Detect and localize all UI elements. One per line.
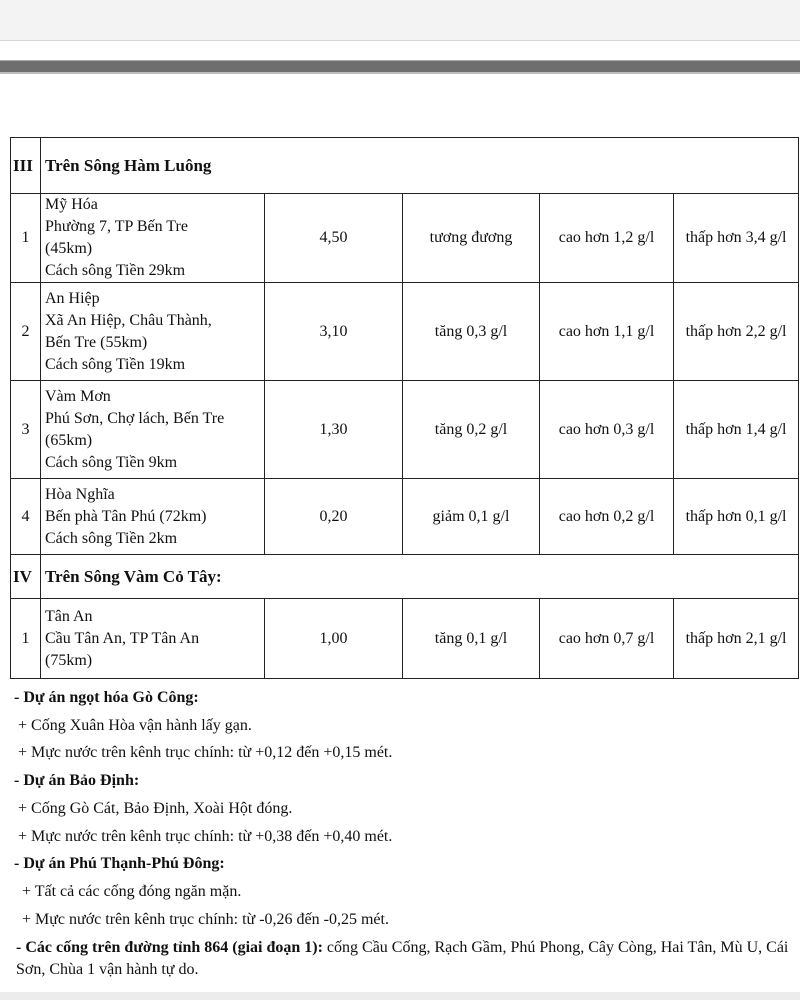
comparison-2: thấp hơn 1,4 g/l — [674, 381, 799, 479]
station-location — [41, 283, 265, 381]
row-number: 1 — [11, 194, 41, 283]
location-line: Cách sông Tiền 9km — [45, 453, 178, 471]
change-value: giảm 0,1 g/l — [403, 479, 540, 555]
route-864-heading: - Các cống trên đường tỉnh 864 (giai đoạn 1): — [16, 939, 323, 957]
route-864-text: cống Cầu Cống, Rạch Gầm, Phú Phong, Cây Còng, Hai Tân, Mù U, Cái Sơn, Chùa 1 vận hành tự do. — [16, 939, 789, 979]
change-value: tăng 0,1 g/l — [403, 599, 540, 679]
location-line: Xã An Hiệp, Châu Thành, — [45, 311, 212, 329]
change-value: tăng 0,3 g/l — [403, 283, 540, 381]
table-row — [11, 381, 799, 479]
comparison-1: cao hơn 1,1 g/l — [540, 283, 674, 381]
location-line: Phường 7, TP Bến Tre — [45, 218, 188, 235]
route-864-paragraph — [14, 937, 790, 981]
location-line: Vàm Mơn — [45, 387, 111, 405]
location-line: Cách sông Tiền 19km — [45, 355, 186, 373]
project-heading-phu-thanh: - Dự án Phú Thạnh-Phú Đông: — [14, 855, 225, 873]
section-number: III — [11, 138, 41, 194]
bottom-strip — [0, 992, 800, 1000]
location-line: Mỹ Hóa — [45, 196, 98, 213]
bullet-item: + Cống Gò Cát, Bảo Định, Xoài Hột đóng. — [18, 799, 293, 817]
location-line: (75km) — [45, 651, 93, 669]
change-value: tương đương — [403, 194, 540, 283]
row-number: 1 — [11, 599, 41, 679]
section-title: Trên Sông Hàm Luông — [41, 138, 799, 194]
bullet-item: + Mực nước trên kênh trục chính: từ -0,26 đến -0,25 mét. — [22, 910, 389, 928]
comparison-2: thấp hơn 2,2 g/l — [674, 283, 799, 381]
bullet-item: + Mực nước trên kênh trục chính: từ +0,12 đến +0,15 mét. — [18, 744, 393, 762]
section-row — [11, 138, 799, 194]
change-value: tăng 0,2 g/l — [403, 381, 540, 479]
section-title: Trên Sông Vàm Cỏ Tây: — [41, 555, 799, 599]
row-number: 3 — [11, 381, 41, 479]
location-line: Cách sông Tiền 2km — [45, 529, 178, 547]
comparison-2: thấp hơn 0,1 g/l — [674, 479, 799, 555]
location-line: Tân An — [45, 607, 93, 625]
salinity-value: 3,10 — [265, 283, 403, 381]
comparison-1: cao hơn 0,7 g/l — [540, 599, 674, 679]
salinity-table — [10, 137, 799, 679]
comparison-1: cao hơn 1,2 g/l — [540, 194, 674, 283]
table-row — [11, 479, 799, 555]
salinity-value: 1,00 — [265, 599, 403, 679]
project-heading-go-cong: - Dự án ngọt hóa Gò Công: — [14, 689, 199, 706]
horizontal-rule — [0, 60, 800, 74]
location-line: (65km) — [45, 431, 93, 449]
station-location — [41, 479, 265, 555]
location-line: Cách sông Tiền 29km — [45, 262, 186, 279]
station-location — [41, 194, 265, 283]
table-row — [11, 194, 799, 283]
station-location — [41, 381, 265, 479]
location-line: Cầu Tân An, TP Tân An — [45, 629, 200, 647]
table-row — [11, 283, 799, 381]
project-heading-bao-dinh: - Dự án Bảo Định: — [14, 772, 140, 790]
comparison-1: cao hơn 0,3 g/l — [540, 381, 674, 479]
bullet-item: + Cống Xuân Hòa vận hành lấy gạn. — [18, 716, 252, 734]
salinity-value: 1,30 — [265, 381, 403, 479]
row-number: 2 — [11, 283, 41, 381]
section-number: IV — [11, 555, 41, 599]
table-row — [11, 599, 799, 679]
salinity-value: 0,20 — [265, 479, 403, 555]
comparison-1: cao hơn 0,2 g/l — [540, 479, 674, 555]
station-location — [41, 599, 265, 679]
comparison-2: thấp hơn 2,1 g/l — [674, 599, 799, 679]
location-line: Hòa Nghĩa — [45, 485, 115, 503]
bullet-item: + Mực nước trên kênh trục chính: từ +0,38 đến +0,40 mét. — [18, 827, 393, 845]
comparison-2: thấp hơn 3,4 g/l — [674, 194, 799, 283]
location-line: Bến Tre (55km) — [45, 333, 148, 351]
row-number: 4 — [11, 479, 41, 555]
location-line: (45km) — [45, 240, 93, 257]
location-line: Bến phà Tân Phú (72km) — [45, 507, 207, 525]
salinity-value: 4,50 — [265, 194, 403, 283]
bullet-item: + Tất cả các cống đóng ngăn mặn. — [22, 882, 242, 900]
top-toolbar — [0, 0, 800, 41]
location-line: Phú Sơn, Chợ lách, Bến Tre — [45, 409, 225, 427]
notes-section — [14, 684, 790, 981]
location-line: An Hiệp — [45, 289, 100, 307]
section-row — [11, 555, 799, 599]
